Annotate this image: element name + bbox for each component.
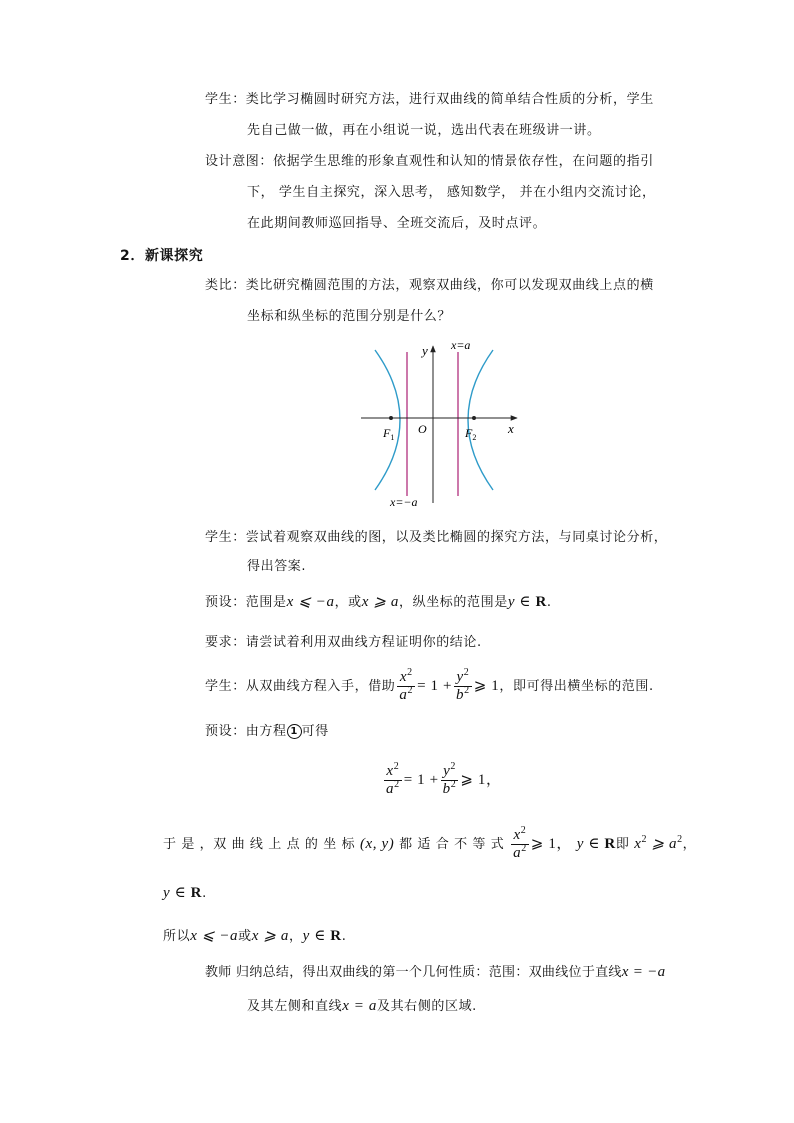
hyperbola-left-branch — [375, 350, 400, 490]
focus-left-label: $F_1$ — [383, 426, 395, 442]
focus-right-label: $F_2$ — [465, 426, 477, 442]
fraction-x2-a2: $\frac{x^2}{a^2}$ — [399, 667, 414, 703]
section-heading: 2．新课探究 — [120, 248, 204, 264]
student-observation-line-2: 得出答案. — [247, 559, 307, 574]
x-axis-label: x — [508, 421, 514, 436]
student-method: 学生：从双曲线方程入手，借助 $\frac{x^2}{a^2}$ = 1 + $\frac{y^2}{b^2}$ ⩾ 1，即可得出横坐标的范围. — [205, 667, 654, 703]
requirement: 要求：请尝试着利用双曲线方程证明你的结论. — [205, 635, 482, 650]
student-paragraph-1-line-1: 学生：类比学习椭圆时研究方法，进行双曲线的简单结合性质的分析，学生 — [205, 92, 654, 107]
teacher-summary-line-1: 教师 归纳总结，得出双曲线的第一个几何性质：范围：双曲线位于直线x = −a — [205, 964, 666, 980]
preset-range: 预设：范围是x ⩽ −a，或x ⩾ a，纵坐标的范围是y ∈ R. — [205, 594, 552, 610]
design-intent-line-2: 下， 学生自主探究，深入思考， 感知数学， 并在小组内交流讨论， — [247, 185, 656, 200]
eq-fraction-x2-a2: $\frac{x^2}{a^2}$ — [386, 761, 400, 797]
y-in-R: y ∈ R. — [163, 885, 207, 901]
origin-label: O — [418, 422, 427, 436]
teacher-summary-line-2: 及其左侧和直线x = a及其右侧的区域. — [247, 998, 477, 1014]
conclusion: 所以x ⩽ −a或x ⩾ a，y ∈ R. — [163, 928, 347, 944]
hyperbola-right-branch — [468, 350, 493, 490]
focus-left-dot — [389, 416, 393, 420]
preset-from-equation: 预设：由方程 1 可得 — [205, 724, 329, 739]
design-intent-line-3: 在此期间教师巡回指导、全班交流后，及时点评。 — [247, 216, 547, 231]
fraction-y2-b2: $\frac{y^2}{b^2}$ — [456, 667, 470, 703]
analogy-line-2: 坐标和纵坐标的范围分别是什么？ — [247, 309, 452, 324]
focus-right-dot — [472, 416, 476, 420]
equation-number-circle: 1 — [287, 724, 302, 739]
inequality-fraction-x2-a2: $\frac{x^2}{a^2}$ — [513, 825, 527, 861]
student-observation-line-1: 学生：尝试着观察双曲线的图，以及类比椭圆的探究方法，与同桌讨论分析， — [205, 530, 668, 545]
eq-fraction-y2-b2: $\frac{y^2}{b^2}$ — [442, 761, 457, 797]
line-right-label: x=a — [451, 338, 471, 352]
design-intent-line-1: 设计意图：依据学生思维的形象直观性和认知的情景依存性，在问题的指引 — [205, 154, 654, 169]
y-axis-label: y — [422, 343, 428, 358]
display-equation: $\frac{x^2}{a^2}$ = 1 + $\frac{y^2}{b^2}$ ⩾ 1， — [386, 761, 502, 797]
analogy-line-1: 类比：类比研究椭圆范围的方法，观察双曲线，你可以发现双曲线上点的横 — [205, 278, 654, 293]
coordinates-inequality: 于 是 ，双 曲 线 上 点 的 坐 标 (x, y) 都 适 合 不 等 式 $\frac{x^2}{a^2}$ ⩾ 1， y ∈ R即 $x^2$ ⩾ $a^2$， — [163, 825, 697, 861]
hyperbola-figure — [355, 338, 525, 508]
student-paragraph-1-line-2: 先自己做一做，再在小组说一说，选出代表在班级讲一讲。 — [247, 123, 601, 138]
line-left-label: x=−a — [390, 495, 418, 508]
